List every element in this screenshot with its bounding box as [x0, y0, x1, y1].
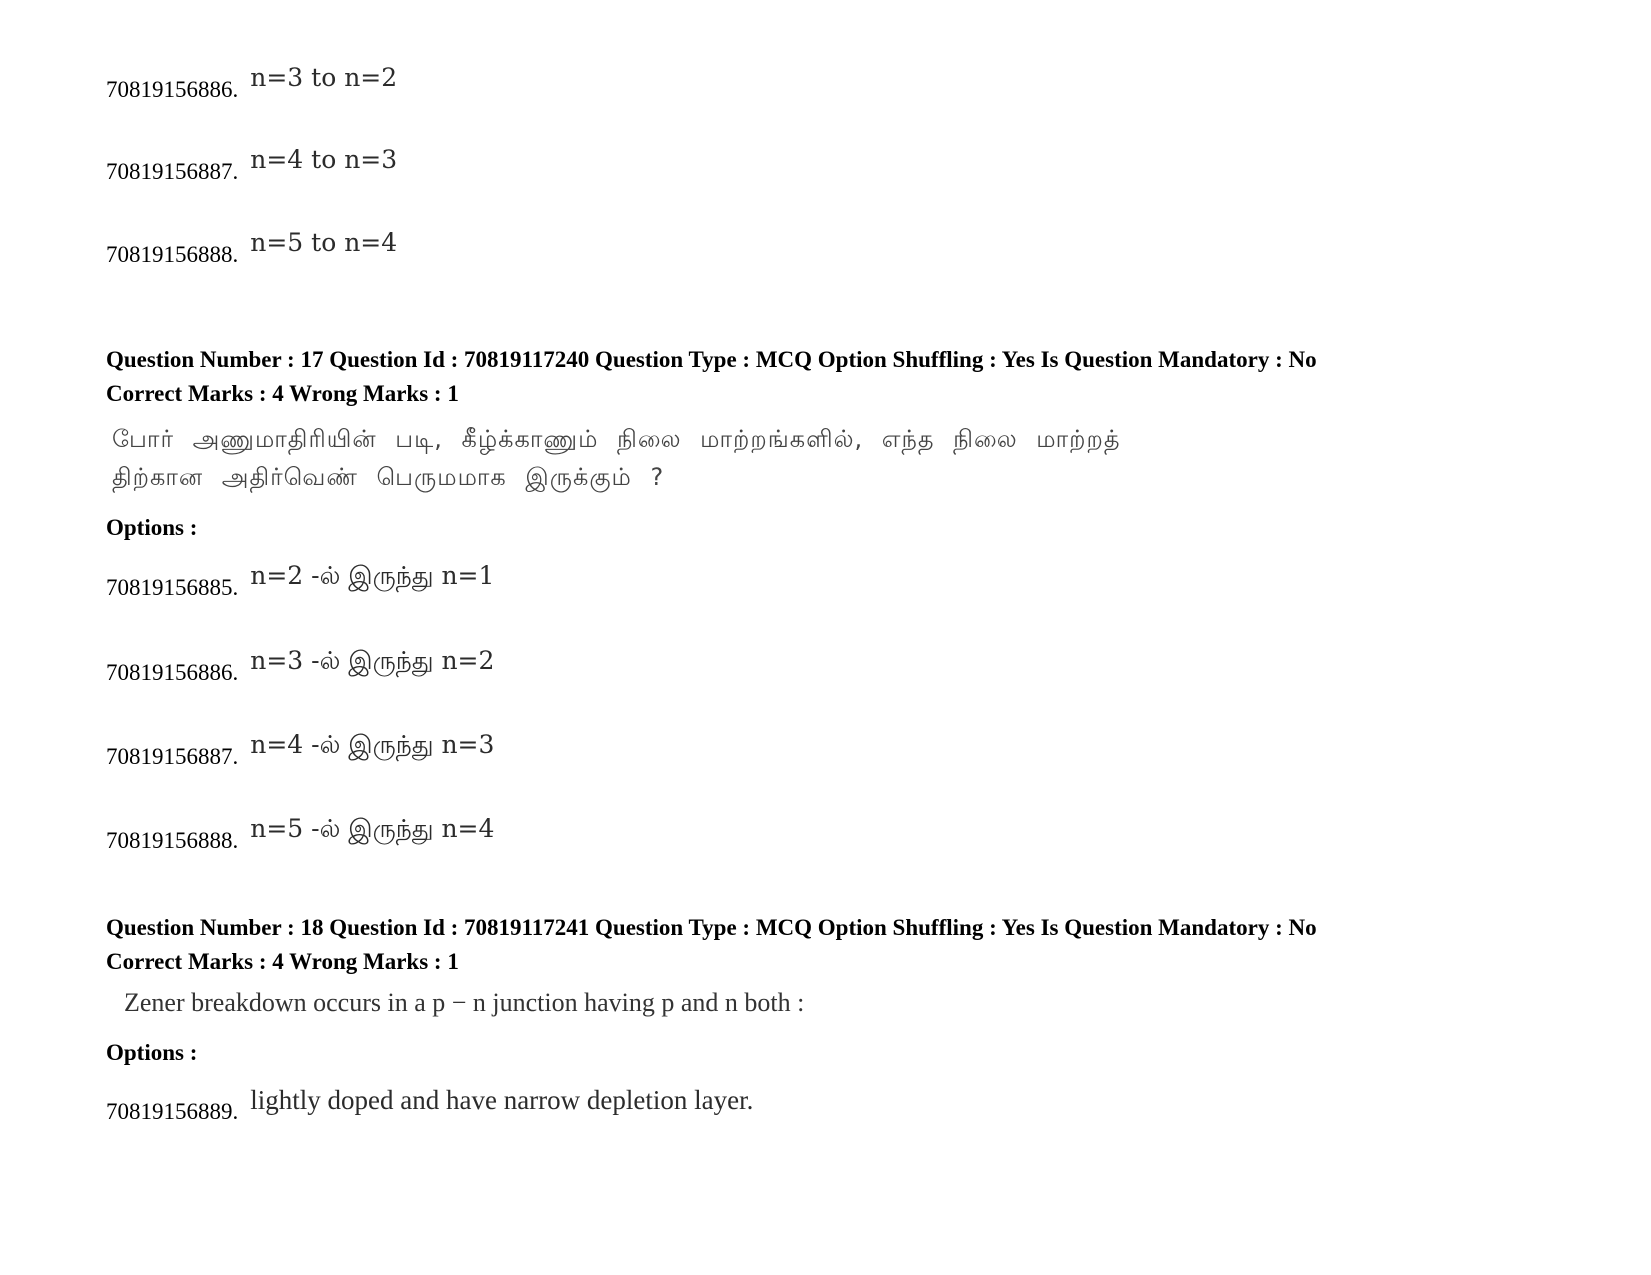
option-text: n=5 to n=4: [250, 228, 398, 257]
question-marks: Correct Marks : 4 Wrong Marks : 1: [106, 949, 459, 974]
option-id: 70819156888.: [106, 828, 239, 853]
option-text: n=3 to n=2: [250, 63, 398, 92]
option-id: 70819156887.: [106, 744, 239, 769]
option-id: 70819156886.: [106, 660, 239, 685]
option-id: 70819156888.: [106, 242, 239, 267]
option-id: 70819156886.: [106, 77, 239, 102]
option-text: n=5 -ல் இருந்து n=4: [250, 814, 495, 843]
option-item: [106, 145, 398, 185]
option-item: [106, 814, 495, 854]
question-header: Question Number : 17 Question Id : 70819117240 Question Type : MCQ Option Shuffling : Yes Is Question Mandatory : No: [106, 347, 1317, 372]
options-label: Options :: [106, 515, 198, 540]
question-marks: Correct Marks : 4 Wrong Marks : 1: [106, 381, 459, 406]
option-text: n=4 -ல் இருந்து n=3: [250, 730, 495, 759]
option-id: 70819156885.: [106, 575, 239, 600]
option-item: [106, 63, 398, 103]
options-label: Options :: [106, 1040, 198, 1065]
question-text-line1: போர் அணுமாதிரியின் படி, கீழ்க்காணும் நிலை மாற்றங்களில், எந்த நிலை மாற்றத்: [112, 425, 1121, 453]
option-item: [106, 1085, 754, 1127]
question-text: Zener breakdown occurs in a p − n junction having p and n both :: [124, 988, 805, 1017]
option-text: n=3 -ல் இருந்து n=2: [250, 646, 495, 675]
option-text: n=2 -ல் இருந்து n=1: [250, 561, 495, 590]
option-id: 70819156887.: [106, 159, 239, 184]
option-item: [106, 561, 495, 601]
option-text: n=4 to n=3: [250, 145, 398, 174]
option-item: [106, 730, 495, 770]
option-item: [106, 228, 398, 268]
question-text-line2: திற்கான அதிர்வெண் பெருமமாக இருக்கும் ?: [112, 463, 665, 491]
question-header: Question Number : 18 Question Id : 70819117241 Question Type : MCQ Option Shuffling : Yes Is Question Mandatory : No: [106, 915, 1317, 940]
option-item: [106, 646, 495, 686]
option-id: 70819156889.: [106, 1099, 239, 1124]
option-text: lightly doped and have narrow depletion layer.: [250, 1085, 754, 1115]
